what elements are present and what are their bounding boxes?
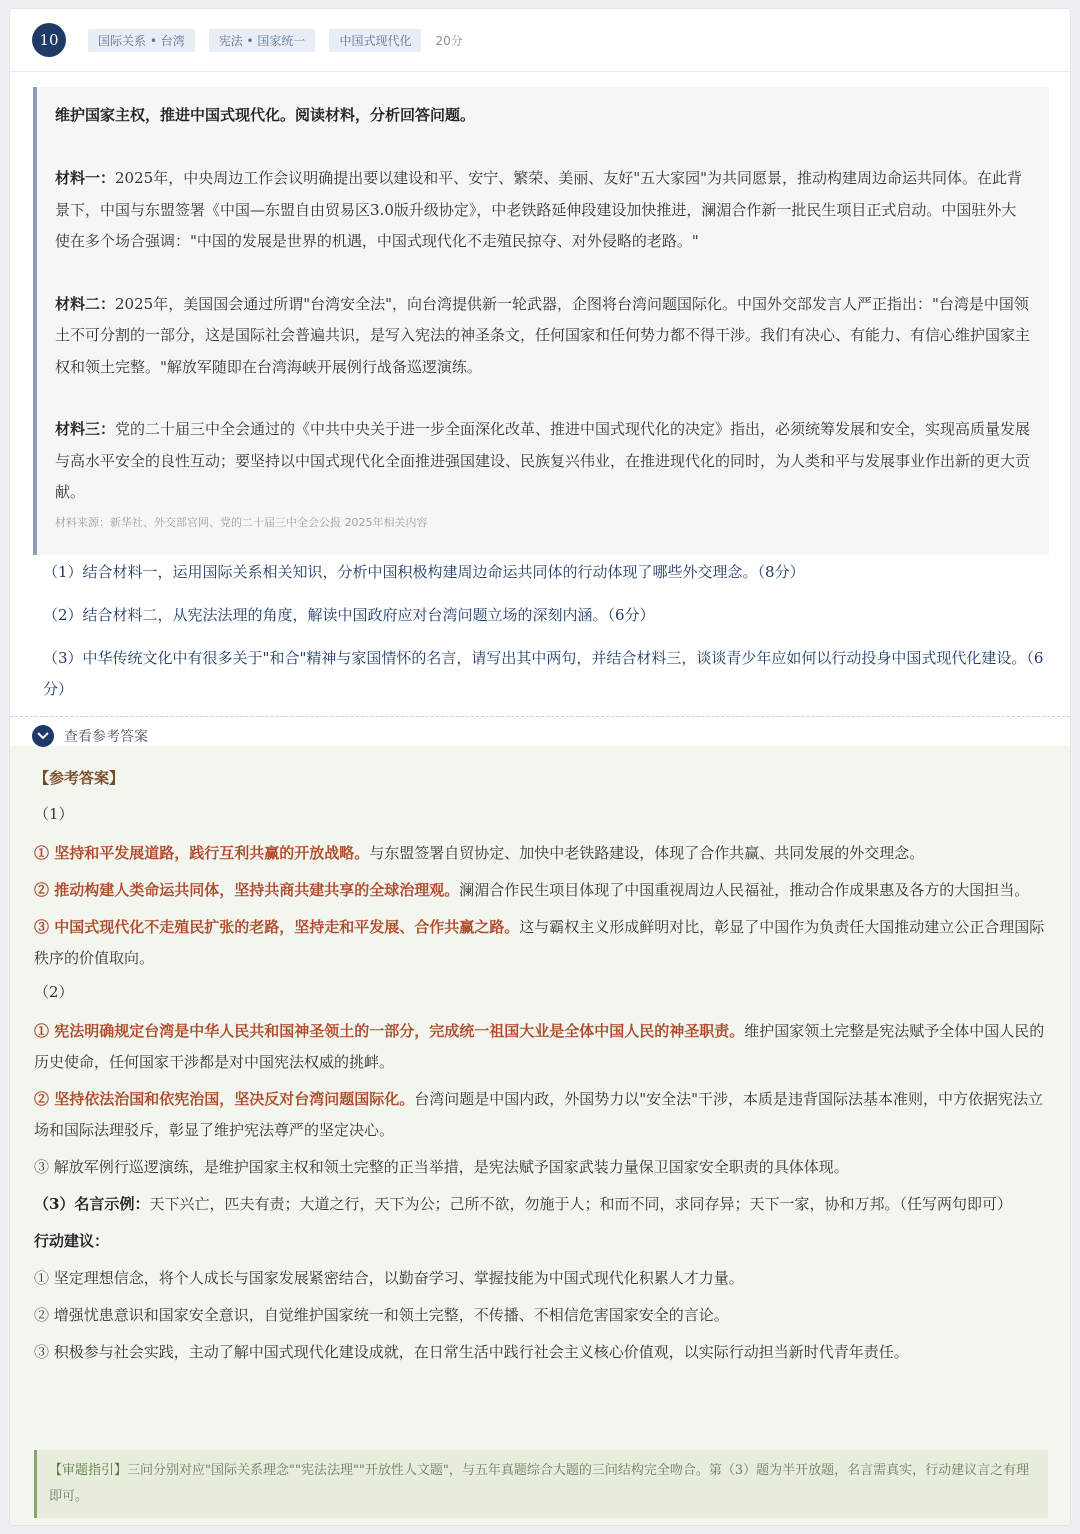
material-source: 材料来源：新华社、外交部官网、党的二十届三中全会公报 2025年相关内容 [55,515,428,529]
answer-2-3: ③ 解放军例行巡逻演练，是维护国家主权和领土完整的正当举措，是宪法赋予国家武装力量保卫国家安全职责的具体体现。 [34,1158,849,1176]
divider [10,716,1070,717]
answer-1-1 [34,838,1048,869]
material-2-label: 材料二： [55,294,116,313]
action-2: ② 增强忧患意识和国家安全意识，自觉维护国家统一和领土完整，不传播、不相信危害国家安全的言论。 [34,1306,729,1324]
answer-2-1-text: 维护国家领土完整是宪法赋予全体中国人民的历史使命，任何国家干涉都是对中国宪法权威的挑衅。 [34,1022,1045,1071]
answer-part-2: （2） [34,983,74,1001]
question-header [10,9,1070,72]
answer-3 [34,1189,1048,1220]
material-1-text: 2025年，中央周边工作会议明确提出要以建设和平、安宁、繁荣、美丽、友好"五大家园"为共同愿景，推动构建周边命运共同体。在此背景下，中国与东盟签署《中国—东盟自由贸易区3.0版升级协定》，中老铁路延伸段建设加快推进，澜湄合作新一批民生项目正式启动。中国驻外大使在多个场合强调："中国的发展是世界的机遇，中国式现代化不走殖民掠夺、对外侵略的老路。" [55,169,1022,250]
question-2: （2）结合材料二，从宪法法理的角度，解读中国政府应对台湾问题立场的深刻内涵。（6分） [43,606,655,624]
action-label: 行动建议： [34,1232,110,1250]
question-number-badge: 10 [32,23,66,57]
material-2 [55,289,1031,384]
score-label: 20分 [435,33,463,48]
material-1-label: 材料一： [55,169,116,187]
material-3-text: 党的二十届三中全会通过的《中共中央关于进一步全面深化改革、推进中国式现代化的决定》指出，必须统筹发展和安全，实现高质量发展与高水平安全的良性互动；要坚持以中国式现代化全面推进强国建设、民族复兴伟业，在推进现代化的同时，为人类和平与发展事业作出新的更大贡献。 [55,420,1031,501]
chevron-down-icon[interactable] [32,725,54,747]
answer-content [34,766,1048,1374]
material-3-label: 材料三： [55,420,116,438]
action-1: ① 坚定理想信念，将个人成长与国家发展紧密结合，以勤奋学习、掌握技能为中国式现代化积累人才力量。 [34,1269,744,1287]
answer-3-text: 天下兴亡，匹夫有责；大道之行，天下为公；己所不欲，勿施于人；和而不同，求同存异；天下一家，协和万邦。（任写两句即可） [149,1195,1012,1213]
answer-heading: 【参考答案】 [34,769,125,787]
material-1 [55,163,1031,258]
show-answer-label[interactable]: 查看参考答案 [64,729,148,745]
tag-modernization: 中国式现代化 [329,29,421,52]
material-3 [55,414,1031,509]
question-1: （1）结合材料一，运用国际关系相关知识，分析中国积极构建周边命运共同体的行动体现了哪些外交理念。（8分） [43,563,805,581]
tag-international-relations: 国际关系 • 台湾 [88,29,195,52]
material-box [33,87,1049,555]
answer-2-1-key: ① 宪法明确规定台湾是中华人民共和国神圣领土的一部分，完成统一祖国大业是全体中国人民的神圣职责。 [34,1022,745,1040]
answer-1-2 [34,875,1048,906]
show-answer-toggle[interactable] [32,725,148,747]
guide-label: 【审题指引】 [49,1463,128,1478]
answer-1-3 [34,912,1048,974]
guide-text: 三问分别对应"国际关系理念""宪法法理""开放性人文题"，与五年真题综合大题的三问结构完全吻合。第（3）题为半开放题，名言需真实，行动建议言之有理即可。 [49,1463,1030,1504]
guide-box [34,1450,1048,1518]
answer-part-1: （1） [34,805,74,823]
material-2-text: 2025年，美国国会通过所谓"台湾安全法"，向台湾提供新一轮武器，企图将台湾问题国际化。中国外交部发言人严正指出："台湾是中国领土不可分割的一部分，这是国际社会普遍共识，是写入宪法的神圣条文，任何国家和任何势力都不得干涉。我们有决心、有能力、有信心维护国家主权和领土完整。"解放军随即在台湾海峡开展例行战备巡逻演练。 [55,294,1031,376]
answer-2-2 [34,1084,1048,1146]
tag-constitution: 宪法 • 国家统一 [209,29,316,52]
answer-2-2-key: ② 坚持依法治国和依宪治国，坚决反对台湾问题国际化。 [34,1090,415,1108]
answer-panel [10,746,1070,1526]
answer-1-1-text: 与东盟签署自贸协定、加快中老铁路建设，体现了合作共赢、共同发展的外交理念。 [369,844,925,862]
material-title: 维护国家主权，推进中国式现代化。阅读材料，分析回答问题。 [55,106,476,124]
question-list [43,557,1059,717]
question-card [9,8,1071,1526]
answer-3-label: （3）名言示例： [34,1195,150,1213]
answer-1-2-text: 澜湄合作民生项目体现了中国重视周边人民福祉，推动合作成果惠及各方的大国担当。 [459,881,1030,899]
question-3: （3）中华传统文化中有很多关于"和合"精神与家国情怀的名言，请写出其中两句，并结合材料三，谈谈青少年应如何以行动投身中国式现代化建设。（6分） [43,649,1044,698]
answer-1-1-key: ① 坚持和平发展道路，践行互利共赢的开放战略。 [34,844,370,862]
answer-2-2-text: 台湾问题是中国内政，外国势力以"安全法"干涉，本质是违背国际法基本准则，中方依据宪法立场和国际法理驳斥，彰显了维护宪法尊严的坚定决心。 [34,1090,1044,1139]
answer-2-1 [34,1016,1048,1078]
answer-1-3-text: 这与霸权主义形成鲜明对比，彰显了中国作为负责任大国推动建立公正合理国际秩序的价值取向。 [34,918,1045,967]
answer-1-2-key: ② 推动构建人类命运共同体，坚持共商共建共享的全球治理观。 [34,881,460,899]
answer-1-3-key: ③ 中国式现代化不走殖民扩张的老路，坚持走和平发展、合作共赢之路。 [34,918,520,936]
action-3: ③ 积极参与社会实践，主动了解中国式现代化建设成就，在日常生活中践行社会主义核心价值观，以实际行动担当新时代青年责任。 [34,1343,909,1361]
